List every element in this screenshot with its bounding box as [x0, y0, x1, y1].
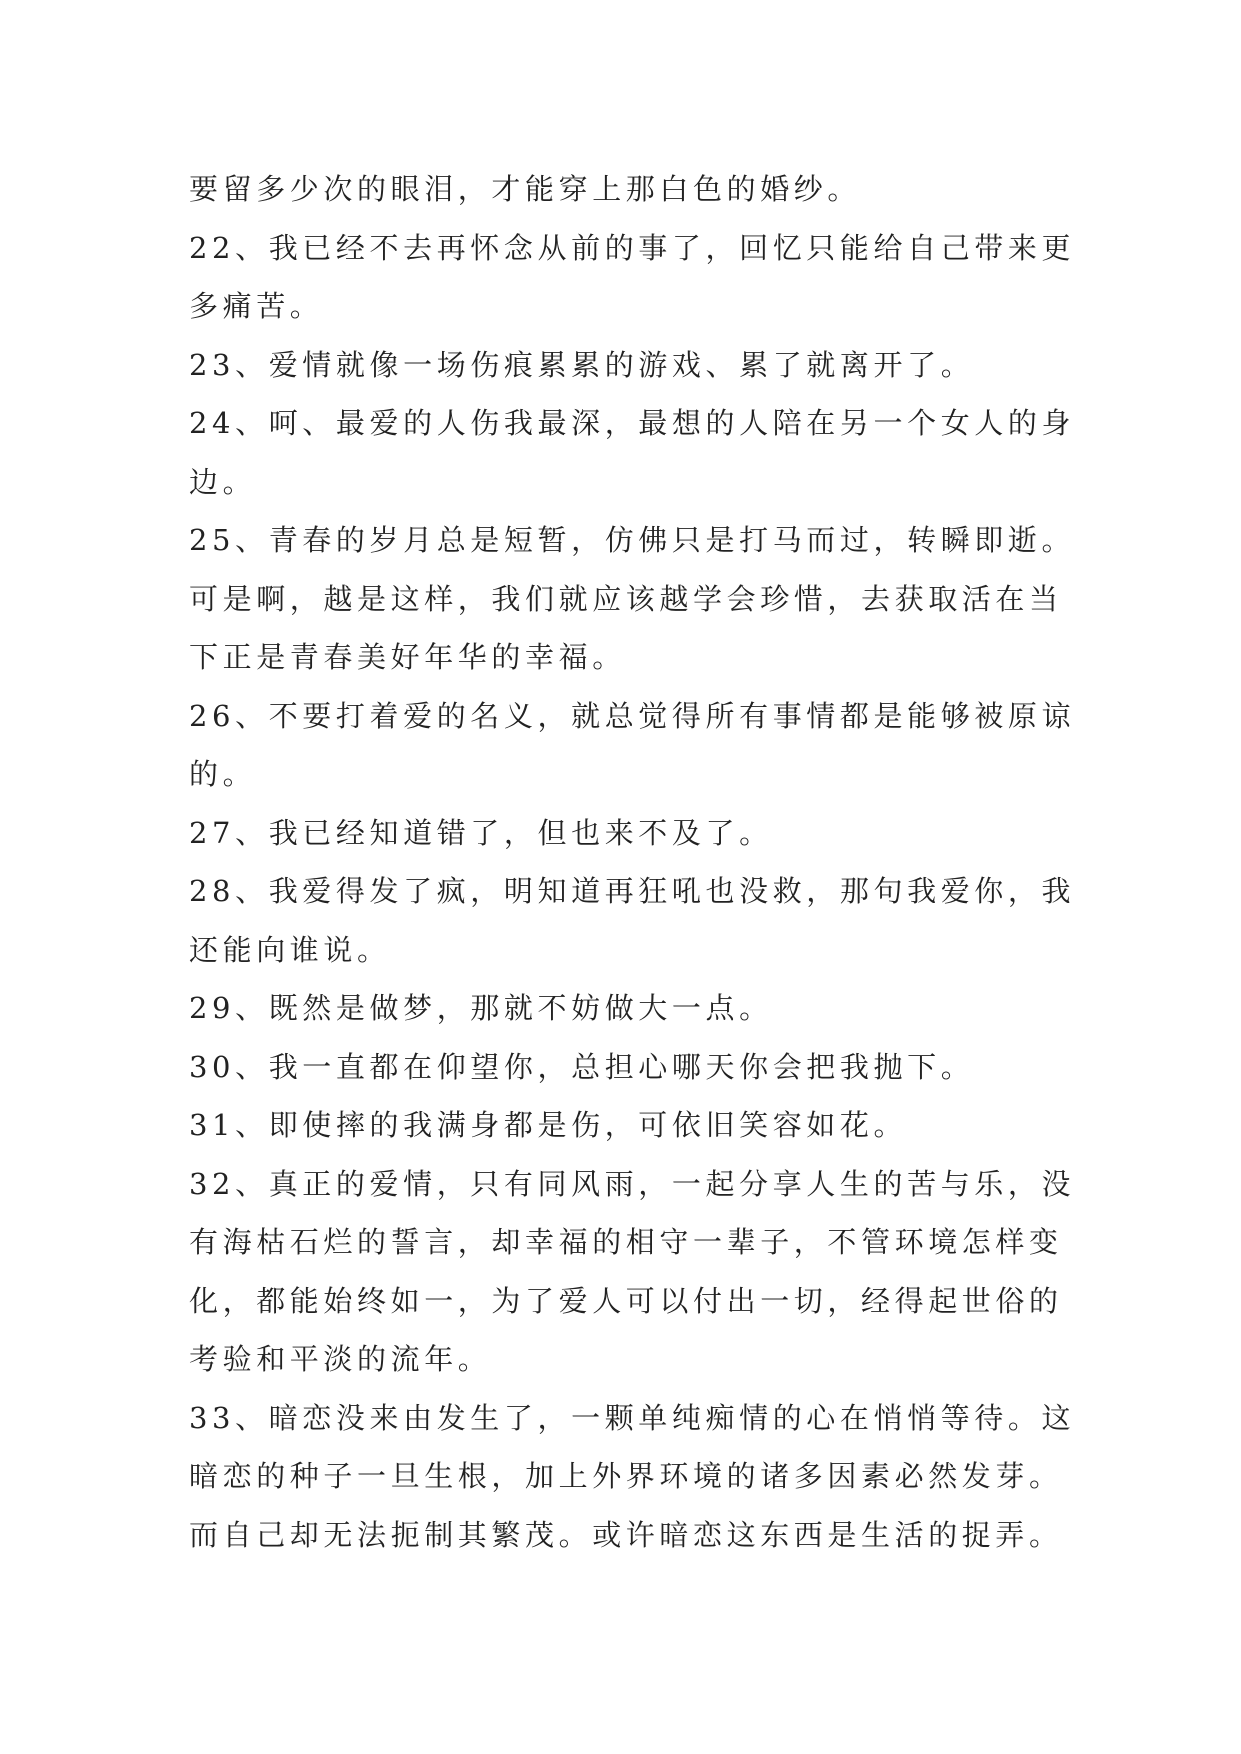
text-line: 32、真正的爱情，只有同风雨，一起分享人生的苦与乐，没: [189, 1166, 1076, 1201]
text-line: 边。: [189, 464, 257, 499]
text-line: 可是啊，越是这样，我们就应该越学会珍惜，去获取活在当: [189, 581, 1063, 616]
text-line: 26、不要打着爱的名义，就总觉得所有事情都是能够被原谅: [189, 698, 1076, 733]
text-line: 29、既然是做梦，那就不妨做大一点。: [189, 991, 773, 1025]
text-line: 25、青春的岁月总是短暂，仿佛只是打马而过，转瞬即逝。: [189, 523, 1076, 557]
text-line: 多痛苦。: [189, 289, 324, 323]
text-line: 暗恋的种子一旦生根，加上外界环境的诸多因素必然发芽。: [189, 1459, 1063, 1493]
text-line: 27、我已经知道错了，但也来不及了。: [189, 815, 773, 850]
text-line: 24、呵、最爱的人伤我最深，最想的人陪在另一个女人的身: [189, 406, 1076, 440]
text-line: 22、我已经不去再怀念从前的事了，回忆只能给自己带来更: [189, 230, 1076, 265]
text-line: 的。: [189, 757, 257, 791]
body-text: [189, 160, 1079, 1564]
text-line: 考验和平淡的流年。: [189, 1342, 492, 1376]
text-line: 23、爱情就像一场伤痕累累的游戏、累了就离开了。: [189, 347, 975, 382]
text-line: 还能向谁说。: [189, 932, 391, 967]
text-line: 化，都能始终如一，为了爱人可以付出一切，经得起世俗的: [189, 1283, 1063, 1318]
text-line: 而自己却无法扼制其繁茂。或许暗恋这东西是生活的捉弄。: [189, 1517, 1063, 1552]
text-line: 下正是青春美好年华的幸福。: [189, 640, 626, 674]
text-line: 31、即使摔的我满身都是伤，可依旧笑容如花。: [189, 1108, 908, 1142]
text-line: 28、我爱得发了疯，明知道再狂吼也没救，那句我爱你，我: [189, 874, 1076, 908]
text-line: 33、暗恋没来由发生了，一颗单纯痴情的心在悄悄等待。这: [189, 1400, 1076, 1435]
text-line: 有海枯石烂的誓言，却幸福的相守一辈子，不管环境怎样变: [189, 1225, 1063, 1259]
text-line: 要留多少次的眼泪，才能穿上那白色的婚纱。: [189, 172, 862, 206]
text-line: 30、我一直都在仰望你，总担心哪天你会把我抛下。: [189, 1049, 975, 1084]
